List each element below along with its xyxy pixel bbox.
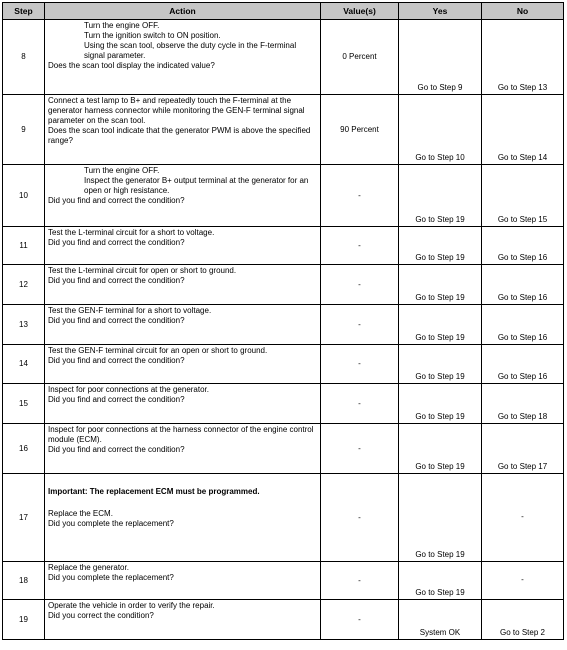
table-row — [3, 227, 564, 265]
action-question: Does the scan tool indicate that the generator PWM is above the specified range? — [48, 126, 311, 145]
yes-cell: Go to Step 19 — [399, 345, 482, 384]
step-number: 19 — [3, 600, 45, 640]
action-line: Replace the ECM. — [48, 509, 113, 518]
no-cell: Go to Step 16 — [482, 345, 564, 384]
yes-cell: Go to Step 19 — [399, 265, 482, 305]
table-row — [3, 95, 564, 165]
important-note: Important: The replacement ECM must be programmed. — [48, 487, 260, 496]
yes-cell: Go to Step 9 — [399, 20, 482, 95]
value-cell: 90 Percent — [321, 95, 399, 165]
table-row — [3, 474, 564, 562]
value-cell: - — [321, 600, 399, 640]
action-question: Did you find and correct the condition? — [48, 238, 185, 247]
value-cell: - — [321, 384, 399, 424]
table-row — [3, 20, 564, 95]
header-row — [3, 3, 564, 20]
action-line: Operate the vehicle in order to verify the repair. — [48, 601, 215, 610]
yes-cell: Go to Step 10 — [399, 95, 482, 165]
no-cell: - — [482, 562, 564, 600]
table-row — [3, 600, 564, 640]
no-cell: Go to Step 13 — [482, 20, 564, 95]
value-cell: - — [321, 562, 399, 600]
no-cell: Go to Step 16 — [482, 265, 564, 305]
header-step: Step — [3, 3, 45, 20]
header-yes: Yes — [399, 3, 482, 20]
action-line: Using the scan tool, observe the duty cycle in the F-terminal signal parameter. — [84, 41, 297, 60]
action-question: Did you find and correct the condition? — [48, 196, 185, 205]
action-cell — [45, 265, 321, 305]
value-cell: - — [321, 227, 399, 265]
step-number: 10 — [3, 165, 45, 227]
action-question: Did you complete the replacement? — [48, 519, 174, 528]
yes-cell: Go to Step 19 — [399, 227, 482, 265]
yes-cell: Go to Step 19 — [399, 305, 482, 345]
value-cell: - — [321, 474, 399, 562]
yes-cell: System OK — [399, 600, 482, 640]
action-cell — [45, 474, 321, 562]
action-question: Did you find and correct the condition? — [48, 276, 185, 285]
step-number: 14 — [3, 345, 45, 384]
action-cell — [45, 600, 321, 640]
step-number: 8 — [3, 20, 45, 95]
no-cell: Go to Step 14 — [482, 95, 564, 165]
action-line: Turn the engine OFF. — [84, 21, 160, 30]
step-number: 17 — [3, 474, 45, 562]
step-number: 13 — [3, 305, 45, 345]
step-number: 11 — [3, 227, 45, 265]
no-cell: - — [482, 474, 564, 562]
diagnostic-table — [2, 2, 564, 640]
action-line: Test the L-terminal circuit for open or short to ground. — [48, 266, 237, 275]
no-cell: Go to Step 16 — [482, 305, 564, 345]
value-cell: - — [321, 265, 399, 305]
action-line: Turn the engine OFF. — [84, 166, 160, 175]
action-cell — [45, 165, 321, 227]
header-values: Value(s) — [321, 3, 399, 20]
yes-cell: Go to Step 19 — [399, 384, 482, 424]
action-line: Test the GEN-F terminal circuit for an open or short to ground. — [48, 346, 268, 355]
value-cell: - — [321, 345, 399, 384]
step-number: 12 — [3, 265, 45, 305]
no-cell: Go to Step 16 — [482, 227, 564, 265]
action-line: Turn the ignition switch to ON position. — [84, 31, 221, 40]
table-row — [3, 265, 564, 305]
value-cell: - — [321, 165, 399, 227]
yes-cell: Go to Step 19 — [399, 424, 482, 474]
action-line: Test the L-terminal circuit for a short to voltage. — [48, 228, 215, 237]
header-action: Action — [45, 3, 321, 20]
action-question: Does the scan tool display the indicated value? — [48, 61, 215, 70]
no-cell: Go to Step 15 — [482, 165, 564, 227]
action-cell — [45, 384, 321, 424]
action-question: Did you find and correct the condition? — [48, 395, 185, 404]
action-question: Did you find and correct the condition? — [48, 356, 185, 365]
table-row — [3, 345, 564, 384]
value-cell: - — [321, 424, 399, 474]
value-cell: 0 Percent — [321, 20, 399, 95]
action-line: Connect a test lamp to B+ and repeatedly touch the F-terminal at the generator harness connector while monitoring the GEN-F terminal signal parameter on the scan tool. — [48, 96, 305, 125]
action-question: Did you find and correct the condition? — [48, 316, 185, 325]
step-number: 15 — [3, 384, 45, 424]
table-row — [3, 384, 564, 424]
action-cell — [45, 227, 321, 265]
value-cell: - — [321, 305, 399, 345]
table-row — [3, 562, 564, 600]
no-cell: Go to Step 18 — [482, 384, 564, 424]
action-line: Test the GEN-F terminal for a short to voltage. — [48, 306, 212, 315]
action-question: Did you complete the replacement? — [48, 573, 174, 582]
table-row — [3, 165, 564, 227]
action-line: Inspect for poor connections at the harness connector of the engine control module (ECM). — [48, 425, 314, 444]
action-question: Did you find and correct the condition? — [48, 445, 185, 454]
action-line: Inspect the generator B+ output terminal at the generator for an open or high resistance. — [84, 176, 309, 195]
yes-cell: Go to Step 19 — [399, 165, 482, 227]
action-line: Inspect for poor connections at the generator. — [48, 385, 209, 394]
action-cell — [45, 345, 321, 384]
step-number: 18 — [3, 562, 45, 600]
action-line: Replace the generator. — [48, 563, 129, 572]
action-cell — [45, 562, 321, 600]
table-row — [3, 424, 564, 474]
header-no: No — [482, 3, 564, 20]
step-number: 16 — [3, 424, 45, 474]
action-cell — [45, 305, 321, 345]
table-row — [3, 305, 564, 345]
action-question: Did you correct the condition? — [48, 611, 154, 620]
no-cell: Go to Step 17 — [482, 424, 564, 474]
no-cell: Go to Step 2 — [482, 600, 564, 640]
action-cell — [45, 95, 321, 165]
yes-cell: Go to Step 19 — [399, 562, 482, 600]
step-number: 9 — [3, 95, 45, 165]
yes-cell: Go to Step 19 — [399, 474, 482, 562]
action-cell — [45, 424, 321, 474]
action-cell — [45, 20, 321, 95]
